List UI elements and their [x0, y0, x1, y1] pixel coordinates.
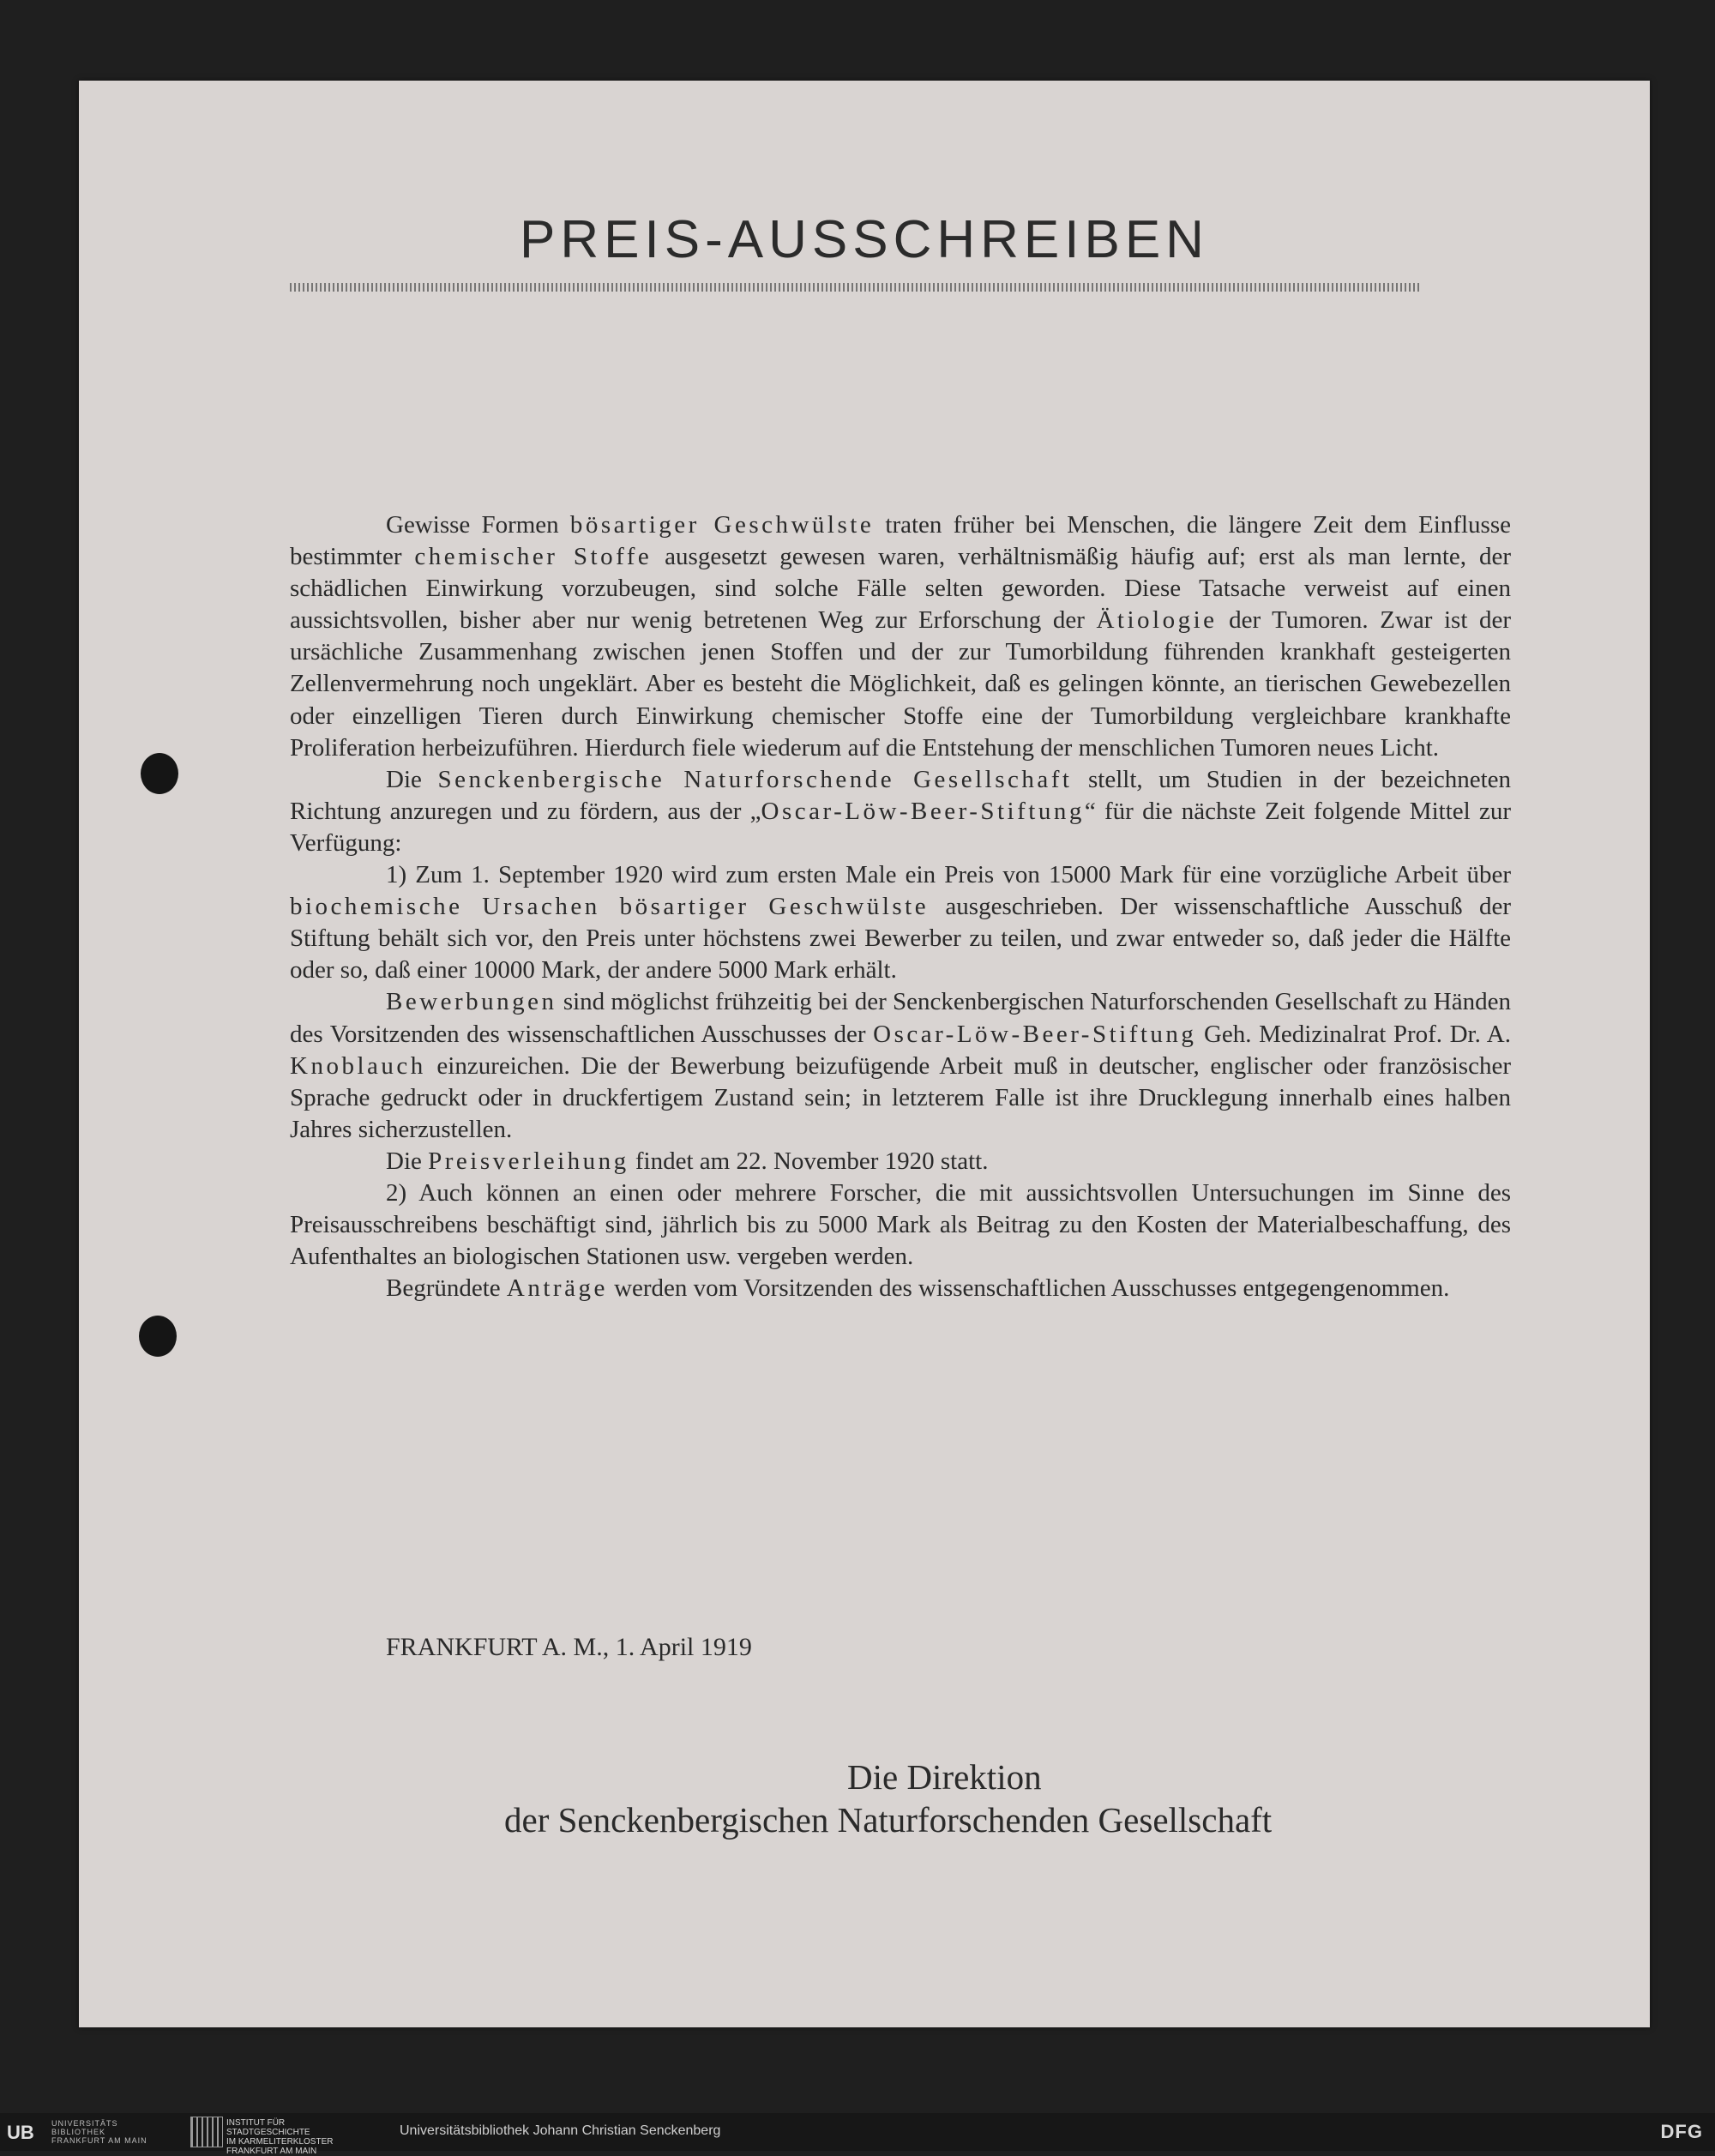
spaced-emphasis: Oscar-Löw-Beer-Stiftung: [873, 1020, 1197, 1048]
paragraph-text: Die: [386, 765, 438, 793]
paragraph-text: stellt, um Studien in der bezeichneten Richtung anzuregen und zu fördern, aus der „: [290, 765, 1511, 825]
ub-logo-text: UNIVERSITÄTS BIBLIOTHEK FRANKFURT AM MAIN: [51, 2119, 147, 2145]
paragraph-text: 1) Zum 1. September 1920 wird zum ersten Male ein Preis von 15000 Mark für eine vorzügliche Arbeit über: [386, 861, 1511, 889]
spaced-emphasis: Oscar-Löw-Beer-Stiftung: [761, 797, 1085, 825]
paragraph-text: Gewisse Formen: [386, 511, 570, 539]
body-paragraph: [290, 986, 1511, 1145]
body-paragraph: [290, 764, 1511, 859]
ub-logo: UB: [7, 2122, 34, 2143]
punch-hole-lower: [139, 1316, 177, 1357]
spaced-emphasis: Knoblauch: [290, 1051, 426, 1080]
announcement-body: [290, 509, 1511, 1304]
paragraph-text: Begründete: [386, 1274, 507, 1303]
library-name: Universitätsbibliothek Johann Christian Senckenberg: [400, 2123, 721, 2138]
spaced-emphasis: bösartiger Geschwülste: [569, 511, 875, 539]
signature-line-2: der Senckenbergischen Naturforschenden Gesellschaft: [504, 1800, 1273, 1840]
body-paragraph: [290, 1177, 1511, 1273]
dfg-logo: DFG: [1660, 2121, 1703, 2142]
paragraph-text: findet am 22. November 1920 statt.: [629, 1147, 989, 1175]
institut-logo-text: INSTITUT FÜR STADTGESCHICHTE IM KARMELITERKLOSTER FRANKFURT AM MAIN: [226, 2118, 334, 2156]
spaced-emphasis: Ätiologie: [1096, 606, 1218, 635]
spaced-emphasis: Anträge: [506, 1274, 608, 1303]
body-paragraph: [290, 509, 1511, 764]
document-title: PREIS-AUSSCHREIBEN: [520, 210, 1209, 269]
spaced-emphasis: Bewerbungen: [386, 988, 557, 1016]
archive-footer: [0, 2113, 1715, 2156]
paragraph-text: der Tumoren. Zwar ist der ursächliche Zusammenhang zwischen jenen Stoffen und der zur Tumorbildung führenden krankhaft gesteigerten Zellenvermehrung noch ungeklärt. Aber es besteht die Möglichkeit, daß es gelingen könnte, an tierischen Gewebezellen oder einzelligen Tieren durch Einwirkung chemischer Stoffe eine der Tumorbildung vergleichbare krankhafte Proliferation herbeizuführen. Hierdurch fiele wiederum auf die Entstehung der menschlichen Tumoren neues Licht.: [290, 606, 1511, 762]
paragraph-text: ausgesetzt gewesen waren, verhältnismäßig häufig auf; erst als man lernte, der schädlichen Einwirkung vorzubeugen, sind solche Fälle selten geworden. Diese Tatsache verweist auf einen aussichtsvollen, bisher aber nur wenig betretenen Weg zur Erforschung der: [290, 543, 1511, 635]
spaced-emphasis: biochemische Ursachen bösartiger Geschwülste: [290, 893, 930, 921]
body-paragraph: [290, 1273, 1511, 1304]
paragraph-text: traten früher bei Menschen, die längere Zeit dem Einflusse bestimmter: [290, 511, 1511, 571]
title-underline: [290, 283, 1422, 292]
spaced-emphasis: Senckenbergische Naturforschende Gesellschaft: [437, 765, 1073, 793]
paragraph-text: einzureichen. Die der Bewerbung beizufügende Arbeit muß in deutscher, englischer oder französischer Sprache gedruckt oder in druckfertigem Zustand sein; in letzterem Falle ist ihre Drucklegung innerhalb eines halben Jahres sicherzustellen.: [290, 1051, 1511, 1143]
punch-hole-upper: [141, 753, 178, 794]
paragraph-text: ausgeschrieben. Der wissenschaftliche Ausschuß der Stiftung behält sich vor, den Preis unter höchstens zwei Bewerber zu teilen, und zwar entweder so, daß jeder die Hälfte oder so, daß einer 10000 Mark, der andere 5000 Mark erhält.: [290, 893, 1511, 985]
body-paragraph: [290, 1146, 1511, 1177]
document-sheet: [79, 81, 1650, 2027]
spaced-emphasis: chemischer Stoffe: [414, 543, 653, 571]
body-paragraph: [290, 859, 1511, 986]
spaced-emphasis: Preisverleihung: [428, 1147, 629, 1175]
institut-logo-icon: [190, 2117, 223, 2147]
paragraph-text: werden vom Vorsitzenden des wissenschaftlichen Ausschusses entgegengenommen.: [607, 1274, 1450, 1303]
dateline: FRANKFURT A. M., 1. April 1919: [386, 1633, 752, 1661]
paragraph-text: “ für die nächste Zeit folgende Mittel zur Verfügung:: [290, 797, 1511, 857]
paragraph-text: Geh. Medizinalrat Prof. Dr. A.: [1196, 1020, 1511, 1048]
paragraph-text: Die: [386, 1147, 429, 1175]
paragraph-text: sind möglichst frühzeitig bei der Senckenbergischen Naturforschenden Gesellschaft zu Händen des Vorsitzenden des wissenschaftlichen Ausschusses der: [290, 988, 1511, 1048]
paragraph-text: 2) Auch können an einen oder mehrere Forscher, die mit aussichtsvollen Untersuchungen im Sinne des Preisausschreibens beschäftigt sind, jährlich bis zu 5000 Mark als Beitrag zu den Kosten der Materialbeschaffung, des Aufenthaltes an biologischen Stationen usw. vergeben werden.: [290, 1178, 1511, 1271]
signature-line-1: Die Direktion: [847, 1757, 1042, 1797]
